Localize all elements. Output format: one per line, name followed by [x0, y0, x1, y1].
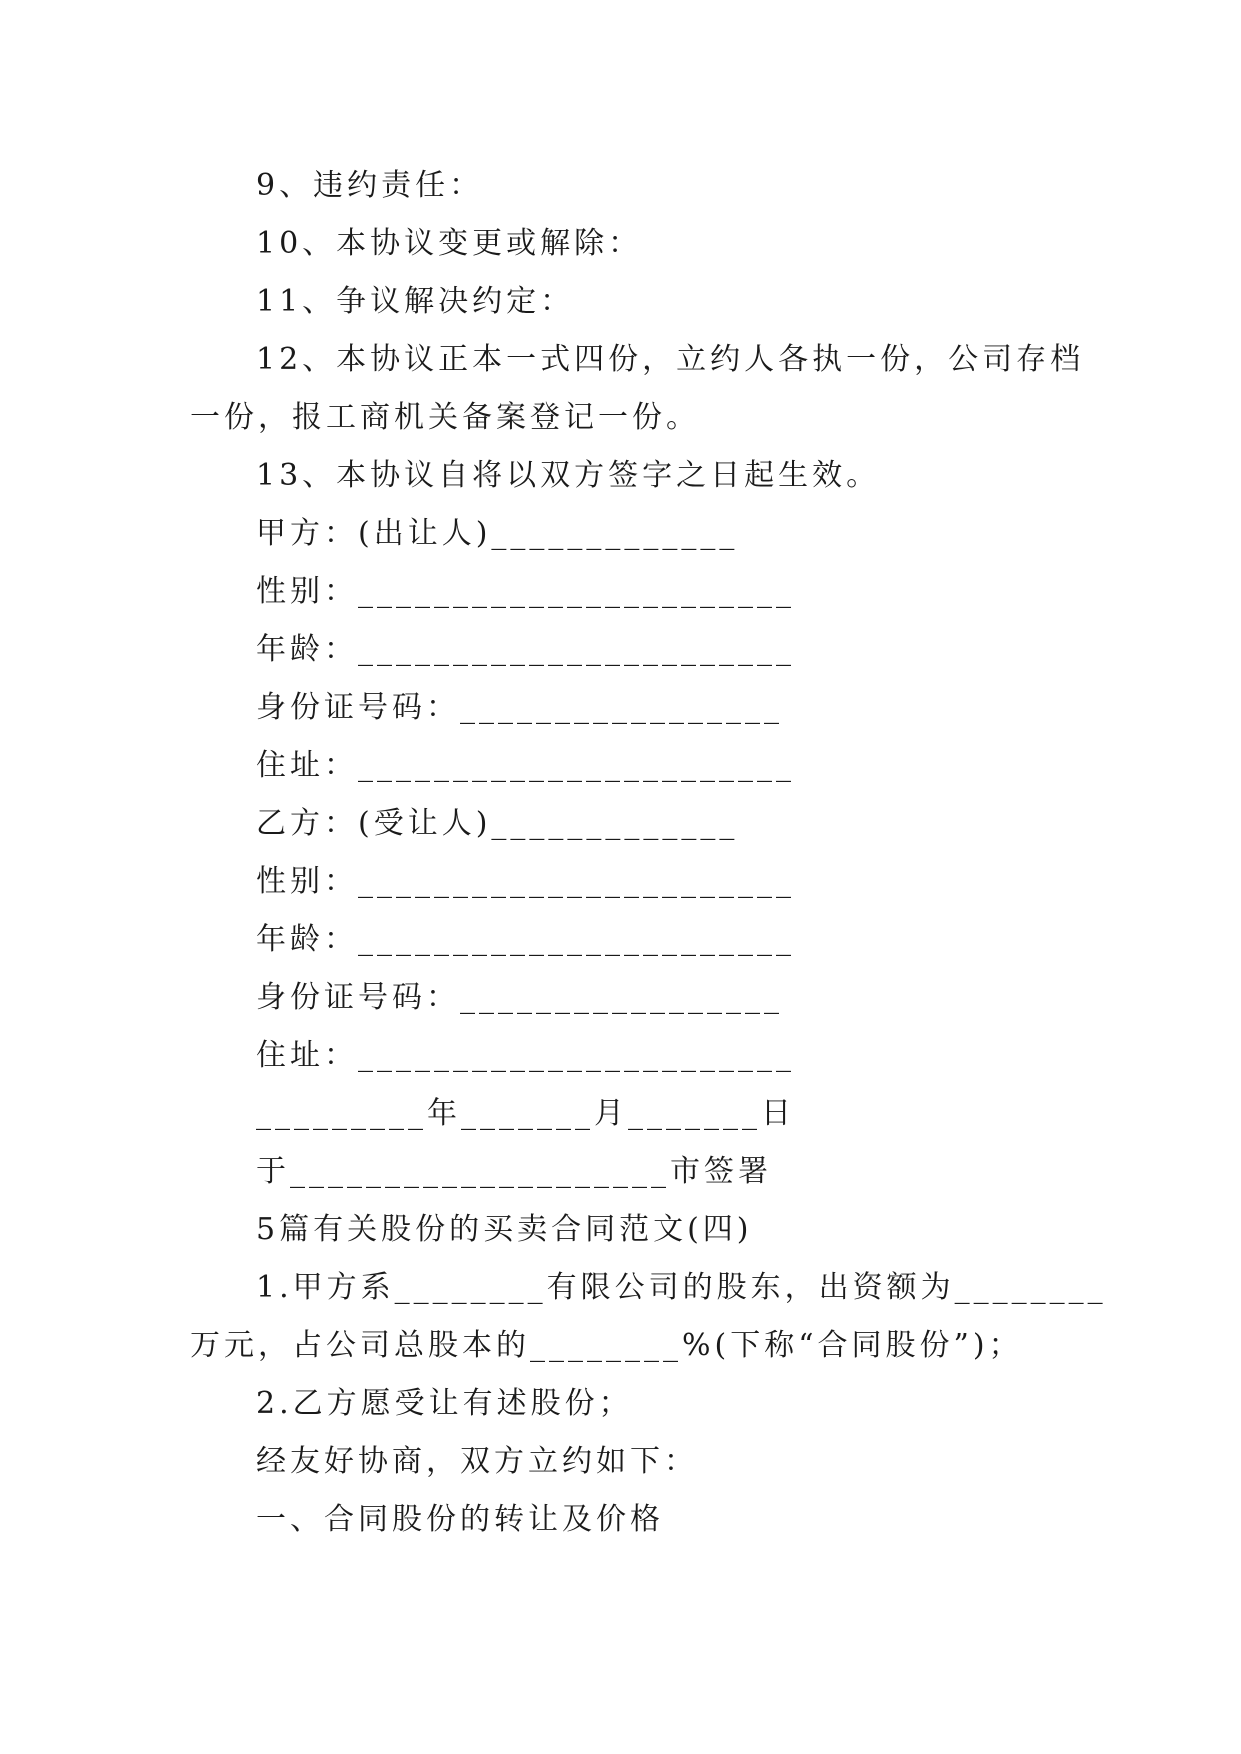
clause-11: 11、争议解决约定： [256, 284, 575, 319]
party-a-age-field: 年龄：_______________________ [256, 632, 795, 667]
date-field: _________年_______月_______日 [256, 1096, 795, 1131]
signing-place-field: 于____________________市签署 [256, 1154, 772, 1189]
agreement-intro: 经友好协商，双方立约如下： [256, 1444, 698, 1479]
clause-9: 9、违约责任： [256, 168, 484, 203]
party-a-address-field: 住址：_______________________ [256, 748, 795, 783]
recital-2: 2.乙方愿受让有述股份； [256, 1386, 633, 1421]
party-b-age-field: 年龄：_______________________ [256, 922, 795, 957]
section-title: 5篇有关股份的买卖合同范文(四) [256, 1212, 753, 1247]
party-b-gender-field: 性别：_______________________ [256, 864, 795, 899]
party-a-gender-field: 性别：_______________________ [256, 574, 795, 609]
recital-1-line-2: 万元，占公司总股本的________%(下称“合同股份”)； [190, 1328, 1023, 1363]
party-a-heading: 甲方：(出让人)_____________ [256, 516, 739, 551]
clause-10: 10、本协议变更或解除： [256, 226, 643, 261]
party-b-id-field: 身份证号码：_________________ [256, 980, 783, 1015]
clause-12-line-2: 一份，报工商机关备案登记一份。 [190, 400, 700, 435]
party-b-heading: 乙方：(受让人)_____________ [256, 806, 739, 841]
article-1-heading: 一、合同股份的转让及价格 [256, 1502, 664, 1537]
recital-1-line-1: 1.甲方系________有限公司的股东，出资额为________ [256, 1270, 1107, 1305]
party-a-id-field: 身份证号码：_________________ [256, 690, 783, 725]
clause-12-line-1: 12、本协议正本一式四份，立约人各执一份，公司存档 [256, 342, 1085, 377]
party-b-address-field: 住址：_______________________ [256, 1038, 795, 1073]
clause-13: 13、本协议自将以双方签字之日起生效。 [256, 458, 881, 493]
